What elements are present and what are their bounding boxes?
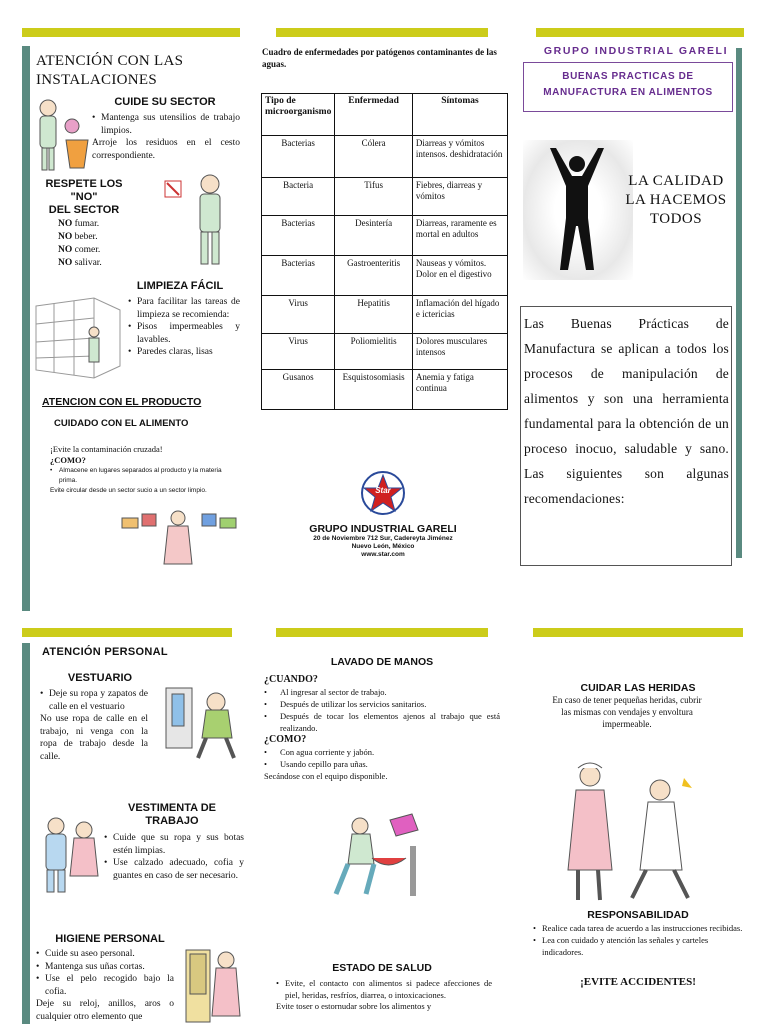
limpieza-bullet: • Para facilitar las tareas de limpieza se recomienda: xyxy=(128,296,240,321)
vestimenta-heading: VESTIMENTA DE TRABAJO xyxy=(127,802,216,827)
vestuario-heading: VESTUARIO xyxy=(67,672,133,684)
respete-heading: RESPETE LOS "NO" DEL SECTOR xyxy=(45,178,123,216)
sector-bullet: • Mantenga sus utensilios de trabajo limpios. xyxy=(92,112,240,137)
company-name: GRUPO INDUSTRIAL GARELI xyxy=(309,523,457,535)
uniformed-workers-illustration xyxy=(38,812,102,896)
intro-text: Las Buenas Prácticas de Manufactura se aplican a todos los procesos de manipulación de alimentos y son una herramienta fundamental para la obtención de un proceso inocuo, saludable y sano. Las siguientes son algunas recomendaciones: xyxy=(524,316,729,506)
resp-bullet: • Realice cada tarea de acuerdo a las instrucciones recibidas. xyxy=(533,922,745,934)
table-row: Bacteria Tifus Fiebres, diarreas y vómitos xyxy=(262,178,508,216)
table-row: Virus Hepatitis Inflamación del hígado e ictericias xyxy=(262,296,508,334)
salud-paragraph: Evite toser o estornudar sobre los alimentos y xyxy=(276,1001,432,1011)
resp-list xyxy=(533,922,745,958)
subtitle-box xyxy=(523,62,733,112)
higiene-paragraph: Deje su reloj, anillos, aros o cualquier otro elemento que xyxy=(36,999,174,1022)
locker-room-illustration xyxy=(154,680,244,764)
salud-text xyxy=(276,978,492,1013)
worker-illustration xyxy=(188,172,232,268)
intro-box xyxy=(520,306,732,566)
heridas-text: En caso de tener pequeñas heridas, cubrir las mismas con vendajes y envoltura impermeable. xyxy=(552,695,702,729)
table-row: Bacterias Cólera Diarreas y vómitos intensos. deshidratación xyxy=(262,136,508,178)
higiene-bullet: • Cuide su aseo personal. xyxy=(36,948,174,961)
salud-heading: ESTADO DE SALUD xyxy=(332,962,432,974)
vestimenta-list xyxy=(104,832,244,882)
limpieza-bullet: • Pisos impermeables y lavables. xyxy=(128,321,240,346)
tiled-room-illustration xyxy=(34,296,122,380)
limpieza-bullet: • Paredes claras, lisas xyxy=(128,346,240,359)
food-storage-illustration xyxy=(118,504,240,568)
table-row: Virus Poliomielitis Dolores musculares intensos xyxy=(262,334,508,370)
vestuario-paragraph: No use ropa de calle en el trabajo, ni venga con la ropa de trabajo desde la calle. xyxy=(40,714,148,762)
table-row: Bacterias Desintería Diarreas, raramente es mortal en adultos xyxy=(262,216,508,256)
higiene-bullet: • Mantenga sus uñas cortas. xyxy=(36,961,174,974)
sector-heading: CUIDE SU SECTOR xyxy=(114,96,216,108)
disease-table xyxy=(261,93,508,410)
table-header: Síntomas xyxy=(412,94,507,136)
panel3-company: GRUPO INDUSTRIAL GARELI xyxy=(543,45,729,57)
no-item: NO beber. xyxy=(58,232,98,242)
resp-heading: RESPONSABILIDAD xyxy=(587,909,689,921)
no-item: NO salivar. xyxy=(58,258,102,268)
decor-side-bar xyxy=(22,643,30,1024)
chef-cleaning-illustration xyxy=(32,96,90,176)
evite-accidentes: ¡EVITE ACCIDENTES! xyxy=(580,976,696,988)
slogan: LA CALIDAD LA HACEMOS TODOS xyxy=(625,173,727,227)
higiene-list xyxy=(36,948,174,1023)
producto-heading: ATENCION CON EL PRODUCTO xyxy=(42,396,202,408)
decor-bar xyxy=(22,628,232,637)
locker-worker-illustration xyxy=(180,944,244,1024)
vestuario-bullet: • Deje su ropa y zapatos de calle en el vestuario xyxy=(40,688,148,713)
handwashing-illustration xyxy=(326,806,446,902)
decor-side-bar xyxy=(22,46,30,611)
resp-bullet: • Lea con cuidado y atención las señales y carteles indicadores. xyxy=(533,934,745,958)
respete-list xyxy=(58,218,138,270)
lavado-como-item: • Usando cepillo para uñas. xyxy=(264,758,500,770)
lavado-como: ¿COMO? xyxy=(264,734,307,745)
lavado-cuando-item: • Después de tocar los elementos ajenos al trabajo que está realizando. xyxy=(264,710,500,734)
vestuario-text xyxy=(40,688,148,763)
producto-paragraph: Evite circular desde un sector sucio a un sector limpio. xyxy=(50,487,207,494)
higiene-bullet: • Use el pelo recogido bajo la cofia. xyxy=(36,973,174,998)
table-title: Cuadro de enfermedades por patógenos contaminantes de las aguas. xyxy=(262,47,497,69)
lavado-paragraph: Secándose con el equipo disponible. xyxy=(264,771,388,781)
limpieza-list xyxy=(128,296,240,359)
producto-bullet: • Almacene en lugares separados al producto y la materia prima. xyxy=(50,466,240,486)
panel1-title: ATENCIÓN CON LAS INSTALACIONES xyxy=(36,53,184,88)
vestimenta-bullet: • Use calzado adecuado, cofia y guantes en caso de ser necesario. xyxy=(104,857,244,882)
limpieza-heading: LIMPIEZA FÁCIL xyxy=(136,280,224,292)
panel3-subtitle: BUENAS PRACTICAS DE MANUFACTURA EN ALIMENTOS xyxy=(543,71,713,98)
decor-bar xyxy=(533,628,743,637)
decor-bar xyxy=(22,28,240,37)
table-row: Gusanos Esquistosomiasis Anemia y fatiga continua xyxy=(262,370,508,410)
no-smoking-icon xyxy=(164,180,182,198)
panel4-title: ATENCIÓN PERSONAL xyxy=(42,646,168,658)
company-address: 20 de Noviembre 712 Sur, Cadereyta Jiménez Nuevo León, México www.star.com xyxy=(313,535,453,558)
producto-como: ¿COMO? xyxy=(50,455,86,465)
vestimenta-bullet: • Cuide que su ropa y sus botas estén limpias. xyxy=(104,832,244,857)
decor-bar xyxy=(276,628,488,637)
salud-bullet: • Evite, el contacto con alimentos si padece afecciones de piel, heridas, resfríos, diarrea, o intoxicaciones. xyxy=(276,978,492,1001)
sector-paragraph: Arroje los residuos en el cesto correspondiente. xyxy=(92,138,240,161)
sector-text xyxy=(92,112,240,162)
decor-side-bar xyxy=(736,48,742,558)
lavado-cuando: ¿CUANDO? xyxy=(264,674,318,685)
decor-bar xyxy=(536,28,744,37)
decor-bar xyxy=(276,28,488,37)
higiene-heading: HIGIENE PERSONAL xyxy=(55,933,165,945)
no-item: NO comer. xyxy=(58,245,101,255)
producto-text xyxy=(50,444,240,496)
injured-workers-illustration xyxy=(556,760,706,904)
lavado-heading: LAVADO DE MANOS xyxy=(330,656,434,668)
alimento-heading: CUIDADO CON EL ALIMENTO xyxy=(54,418,189,429)
producto-line: ¡Evite la contaminación cruzada! xyxy=(50,444,163,454)
no-item: NO fumar. xyxy=(58,219,100,229)
table-header: Enfermedad xyxy=(335,94,413,136)
heridas-heading: CUIDAR LAS HERIDAS xyxy=(580,682,696,694)
table-row: Bacterias Gastroenteritis Nauseas y vómitos. Dolor en el digestivo xyxy=(262,256,508,296)
lavado-text xyxy=(264,674,500,782)
lavado-como-item: • Con agua corriente y jabón. xyxy=(264,746,500,758)
star-logo-text: Star xyxy=(375,486,391,495)
lavado-cuando-item: • Al ingresar al sector de trabajo. xyxy=(264,686,500,698)
lavado-cuando-item: • Después de utilizar los servicios sanitarios. xyxy=(264,698,500,710)
table-header: Tipo de microorganismo xyxy=(262,94,335,136)
person-silhouette-illustration xyxy=(542,146,612,274)
